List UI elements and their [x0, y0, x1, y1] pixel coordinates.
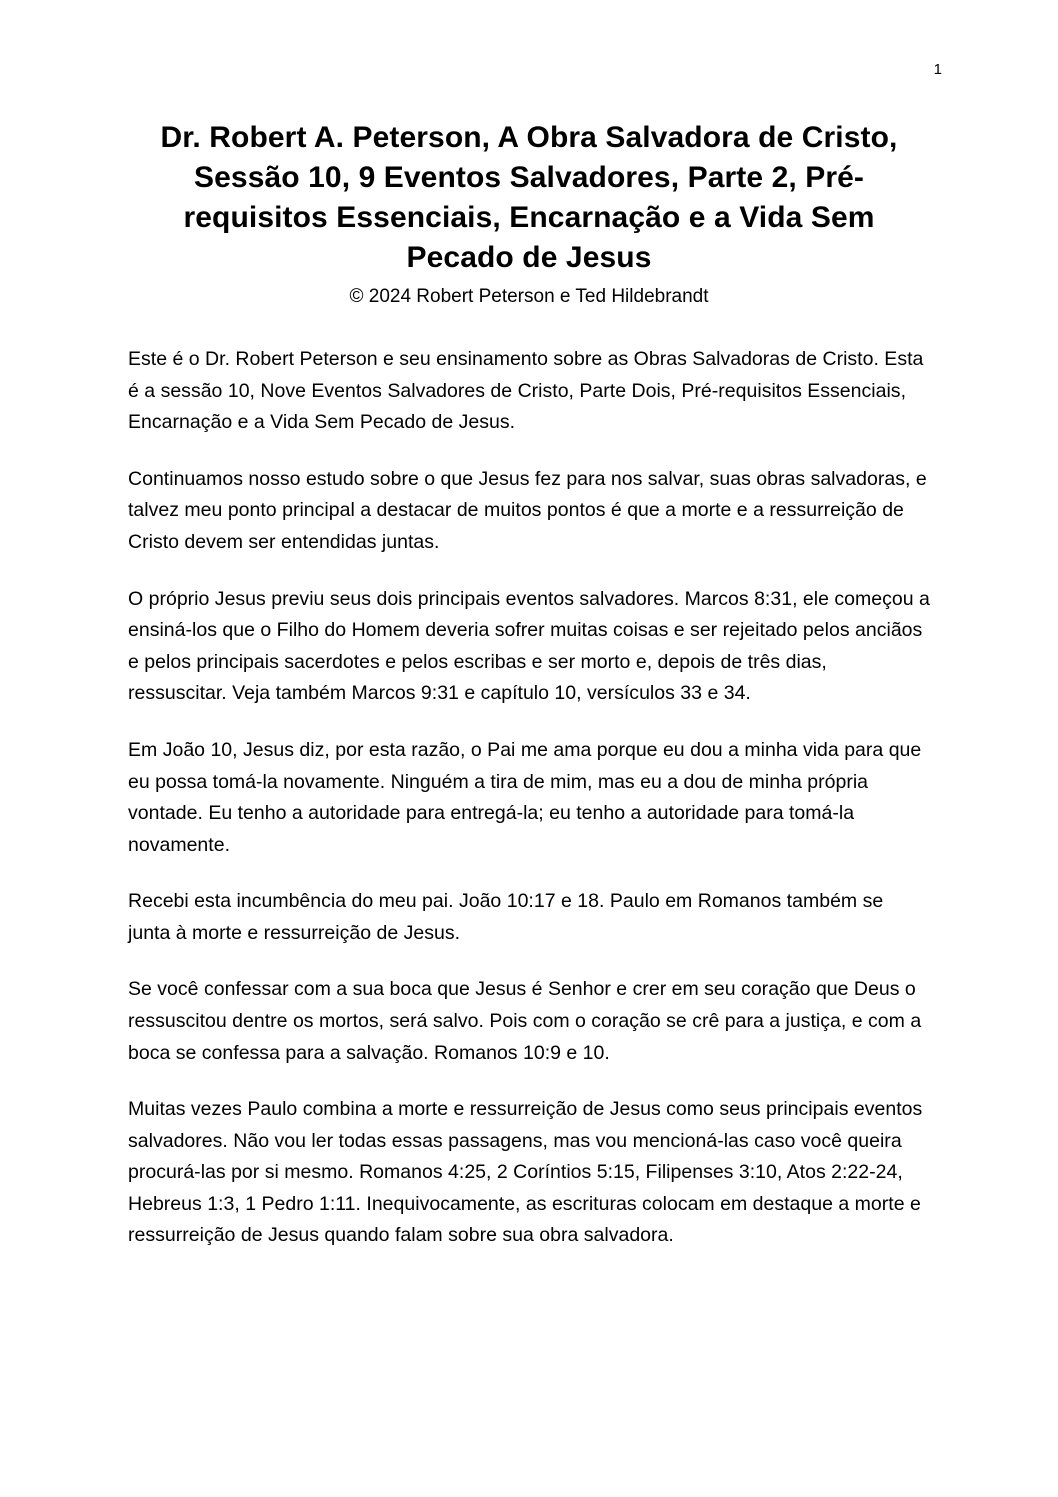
paragraph: Se você confessar com a sua boca que Jesus é Senhor e crer em seu coração que Deus o ressuscitou dentre os mortos, será salvo. Pois com o coração se crê para a justiça, e com a boca se confessa para a salvação. Romanos 10:9 e 10.	[128, 978, 922, 1064]
paragraph: Em João 10, Jesus diz, por esta razão, o Pai me ama porque eu dou a minha vida para que eu possa tomá-la novamente. Ninguém a tira de mim, mas eu a dou de minha própria vontade. Eu tenho a autoridade para entregá-la; eu tenho a autoridade para tomá-la novamente.	[128, 738, 922, 856]
paragraph: Muitas vezes Paulo combina a morte e ressurreição de Jesus como seus principais eventos salvadores. Não vou ler todas essas passagens, mas vou mencioná-las caso você queira procurá-las por si mesmo. Romanos 4:25, 2 Coríntios 5:15, Filipenses 3:10, Atos 2:22-24, Hebreus 1:3, 1 Pedro 1:11. Inequivocamente, as escrituras colocam em destaque a morte e ressurreição de Jesus quando falam sobre sua obra salvadora.	[128, 1098, 923, 1247]
body-text	[128, 344, 930, 1252]
page-number: 1	[933, 61, 942, 78]
paragraph: Continuamos nosso estudo sobre o que Jesus fez para nos salvar, suas obras salvadoras, e talvez meu ponto principal a destacar de muitos pontos é que a morte e a ressurreição de Cristo devem ser entendidas juntas.	[128, 467, 927, 554]
page-title: Dr. Robert A. Peterson, A Obra Salvadora de Cristo, Sessão 10, 9 Eventos Salvadores, Parte 2, Pré-requisitos Essenciais, Encarnação e a Vida Sem Pecado de Jesus	[160, 121, 898, 274]
paragraph: Este é o Dr. Robert Peterson e seu ensinamento sobre as Obras Salvadoras de Cristo. Esta é a sessão 10, Nove Eventos Salvadores de Cristo, Parte Dois, Pré-requisitos Essenciais, Encarnação e a Vida Sem Pecado de Jesus.	[128, 348, 924, 434]
copyright-line: © 2024 Robert Peterson e Ted Hildebrandt	[349, 285, 709, 307]
paragraph: O próprio Jesus previu seus dois principais eventos salvadores. Marcos 8:31, ele começou a ensiná-los que o Filho do Homem deveria sofrer muitas coisas e ser rejeitado pelos anciãos e pelos principais sacerdotes e pelos escribas e ser morto e, depois de três dias, ressuscitar. Veja também Marcos 9:31 e capítulo 10, versículos 33 e 34.	[128, 587, 930, 705]
paragraph: Recebi esta incumbência do meu pai. João 10:17 e 18. Paulo em Romanos também se junta à morte e ressurreição de Jesus.	[128, 890, 884, 944]
document-content	[128, 118, 930, 1252]
